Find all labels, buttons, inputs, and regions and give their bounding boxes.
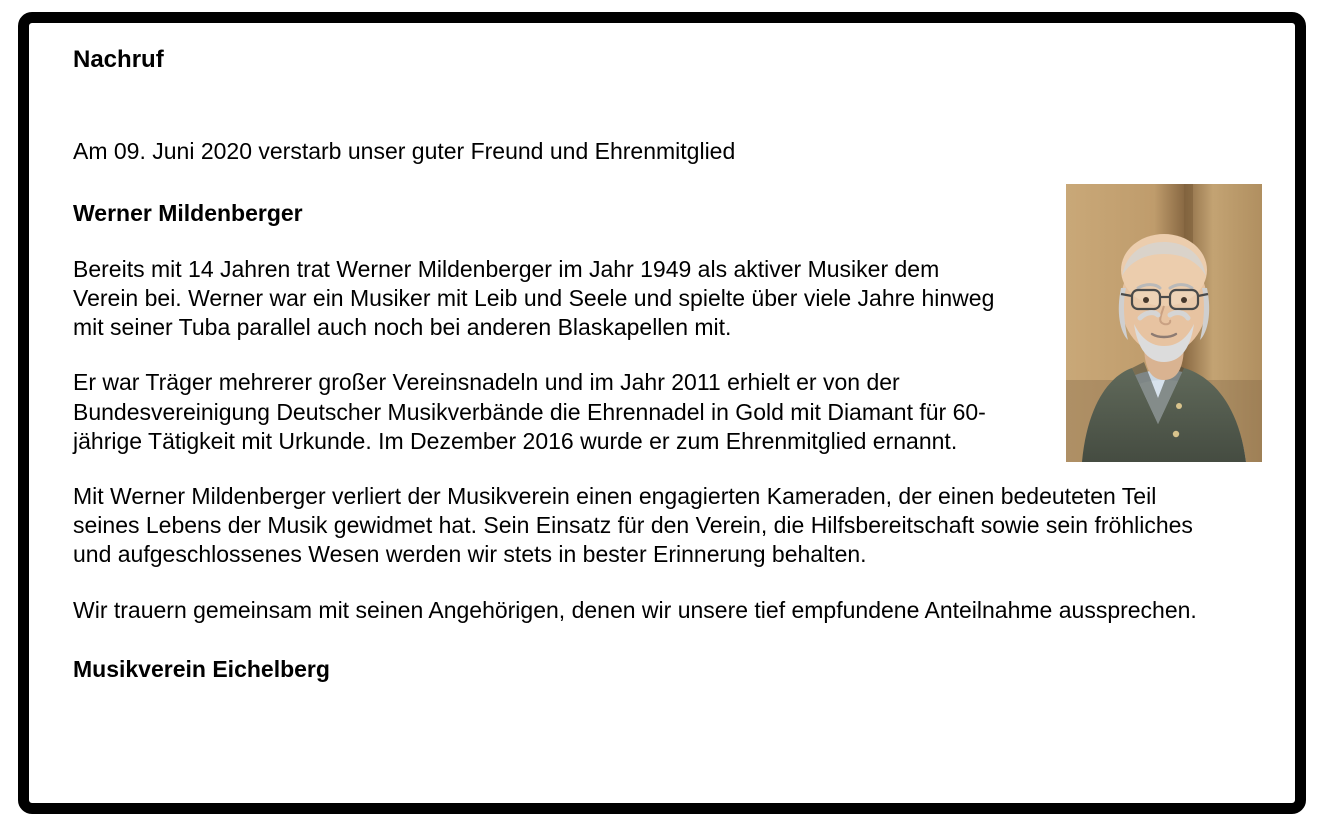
obituary-paragraph-1: Bereits mit 14 Jahren trat Werner Mildenberger im Jahr 1949 als aktiver Musiker dem Verein bei. Werner war ein Musiker mit Leib und Seele und spielte über viele Jahre hinweg mit seiner Tuba parallel auch noch bei anderen Blaskapellen mit.	[73, 255, 995, 341]
obituary-lede: Am 09. Juni 2020 verstarb unser guter Freund und Ehrenmitglied	[73, 138, 736, 164]
portrait-photo	[1066, 184, 1262, 462]
obituary-paragraph-2: Er war Träger mehrerer großer Vereinsnadeln und im Jahr 2011 erhielt er von der Bundesvereinigung Deutscher Musikverbände die Ehrennadel in Gold mit Diamant für 60-jährige Tätigkeit mit Urkunde. Im Dezember 2016 wurde er zum Ehrenmitglied ernannt.	[73, 369, 986, 454]
portrait-image-icon	[1066, 184, 1262, 462]
deceased-name: Werner Mildenberger	[73, 199, 303, 226]
obituary-card	[18, 12, 1306, 814]
page-title: Nachruf	[73, 46, 164, 73]
obituary-paragraph-4: Wir trauern gemeinsam mit seinen Angehörigen, denen wir unsere tief empfundene Anteilnahme aussprechen.	[73, 596, 1197, 623]
obituary-paragraph-3: Mit Werner Mildenberger verliert der Musikverein einen engagierten Kameraden, der einen bedeuteten Teil seines Lebens der Musik gewidmet hat. Sein Einsatz für den Verein, die Hilfsbereitschaft sowie sein fröhliches und aufgeschlossenes Wesen werden wir stets in bester Erinnerung behalten.	[73, 483, 1193, 568]
organization-signature: Musikverein Eichelberg	[73, 655, 330, 682]
